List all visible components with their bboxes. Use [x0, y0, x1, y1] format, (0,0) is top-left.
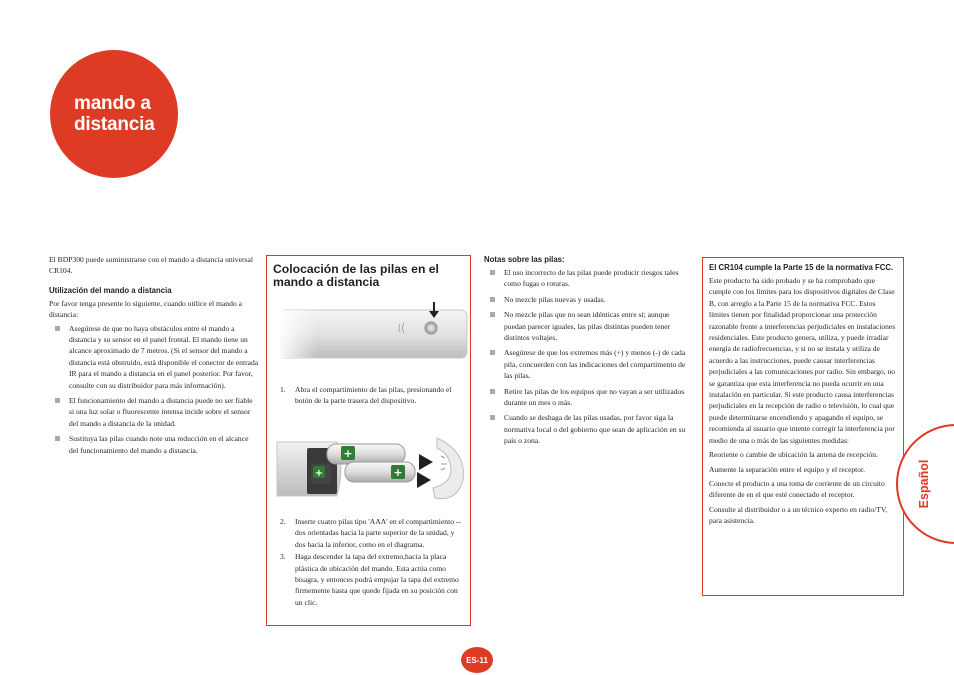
- language-tab-label: Español: [917, 459, 931, 509]
- usage-lead: Por favor tenga presente lo siguiente, cuando utilice el mando a distancia:: [49, 298, 242, 320]
- list-item: Sustituya las pilas cuando note una reducción en el alcance del funcionamiento del mando a distancia.: [49, 433, 259, 456]
- list-item: No mezcle pilas que no sean idénticas entre sí; aunque puedan parecer iguales, las pilas distintas pueden tener distintos voltajes.: [484, 309, 689, 343]
- notes-list: [484, 267, 689, 447]
- plus-sign-1: +: [343, 447, 353, 460]
- list-item: Retire las pilas de los equipos que no vayan a ser utilizados durante un mes o más.: [484, 386, 689, 409]
- plus-sign-2: +: [393, 466, 403, 479]
- step-item: 2. Inserte cuatro pilas tipo 'AAA' en el compartimiento -- dos orientadas hacia la parte superior de la unidad, y dos hacia la inferior, como en el diagrama.: [280, 517, 461, 549]
- left-column: [49, 254, 259, 460]
- intro-text: El BDP300 puede suministrarse con el mando a distancia universal CR104.: [49, 255, 253, 276]
- list-item: El funcionamiento del mando a distancia puede no ser fiable si una luz solar o fluorescente intensa incide sobre el sensor del mando a distancia de la unidad.: [49, 395, 259, 429]
- page-number-badge: ES-11: [461, 647, 493, 673]
- bullet-square-icon: [490, 415, 495, 420]
- fcc-paragraph: Aumente la separación entre el equipo y el receptor.: [709, 464, 865, 474]
- step-item: 3. Haga descender la tapa del extremo,hacia la placa plástica de ubicación del mando. Esta actúa como bisagra, y entonces podrá empujar la tapa del extremo firmemente hasta que quede fijada en su posición con un clic.: [280, 552, 459, 607]
- usage-list: [49, 323, 259, 456]
- page-title: mando a distancia: [74, 93, 155, 135]
- list-item: Asegúrese de que los extremos más (+) y menos (-) de cada pila, concuerden con las indicaciones del compartimento de las pilas.: [484, 347, 689, 381]
- fcc-paragraph: Consulte al distribuidor o a un técnico experto en radio/TV, para asistencia.: [709, 504, 888, 526]
- battery-steps-2: [267, 516, 462, 608]
- usage-heading: Utilización del mando a distancia: [49, 285, 172, 295]
- bullet-square-icon: [490, 389, 495, 394]
- plus-sign-3: +: [314, 468, 324, 479]
- list-item: El uso incorrecto de las pilas puede producir riesgos tales como fugas o roturas.: [484, 267, 689, 290]
- battery-box-title: Colocación de las pilas en el mando a distancia: [273, 262, 439, 289]
- list-item: Asegúrese de que no haya obstáculos entre el mando a distancia y su sensor en el panel frontal. El mando tiene un alcance aproximado de 7 metros. (Si el sensor del mando a distancia está obstruido, está disponible el conector de entrada IR para el mando a distancia en el panel posterior. Por favor, consulte con su distribuidor para más información).: [49, 323, 259, 391]
- bullet-square-icon: [55, 326, 60, 331]
- step-item: 1. Abra el compartimiento de las pilas, presionando el botón de la parte trasera del dispositivo.: [280, 385, 452, 406]
- bullet-square-icon: [490, 270, 495, 275]
- battery-steps-1: [267, 384, 462, 407]
- remote-back-illustration: [267, 298, 472, 378]
- fcc-box: [702, 257, 904, 596]
- bullet-square-icon: [55, 436, 60, 441]
- bullet-square-icon: [490, 312, 495, 317]
- list-item: No mezcle pilas nuevas y usadas.: [484, 294, 689, 305]
- bullet-square-icon: [490, 297, 495, 302]
- battery-insert-illustration: [267, 432, 472, 512]
- battery-box: [266, 255, 471, 626]
- notes-column: [484, 255, 689, 451]
- list-item: Cuando se deshaga de las pilas usadas, por favor siga la normativa local o del gobierno que sean de aplicación en su país o zona.: [484, 412, 689, 446]
- notes-heading: Notas sobre las pilas:: [484, 255, 565, 264]
- bullet-square-icon: [490, 350, 495, 355]
- fcc-paragraph: Conecte el producto a una toma de corriente de un circuito diferente de en el que esté conectado el receptor.: [709, 478, 885, 500]
- bullet-square-icon: [55, 398, 60, 403]
- fcc-paragraph: Reoriente o cambie de ubicación la antena de recepción.: [709, 450, 878, 460]
- fcc-paragraph: Este producto ha sido probado y se ha comprobado que cumple con los límites para los dispositivos digitales de Clase B, con arreglo a la Parte 15 de la normativa FCC. Estos límites tienen por finalidad proporcionar una protección razonable frente a interferencias perjudiciales en instalaciones residenciales. Este producto genera, utiliza, y puede irradiar energía de radiofrecuencias, y si no se instala y utiliza de acuerdo a las instrucciones, puede causar interferencias perjudiciales a las comunicaciones por radio. Sin embargo, no se garantiza que esta interferencia no pueda ocurrir en una instalación en particular. Si este producto causa interferencias perjudiciales en la recepción de radio o televisión, lo cual que puede determinarse encendiendo y apagando el equipo, se recomienda al usuario que intente corregir la interferencia por medio de una o más de las siguientes medidas:: [709, 276, 896, 445]
- fcc-heading: El CR104 cumple la Parte 15 de la normativa FCC.: [709, 263, 894, 272]
- fcc-text: [709, 275, 897, 527]
